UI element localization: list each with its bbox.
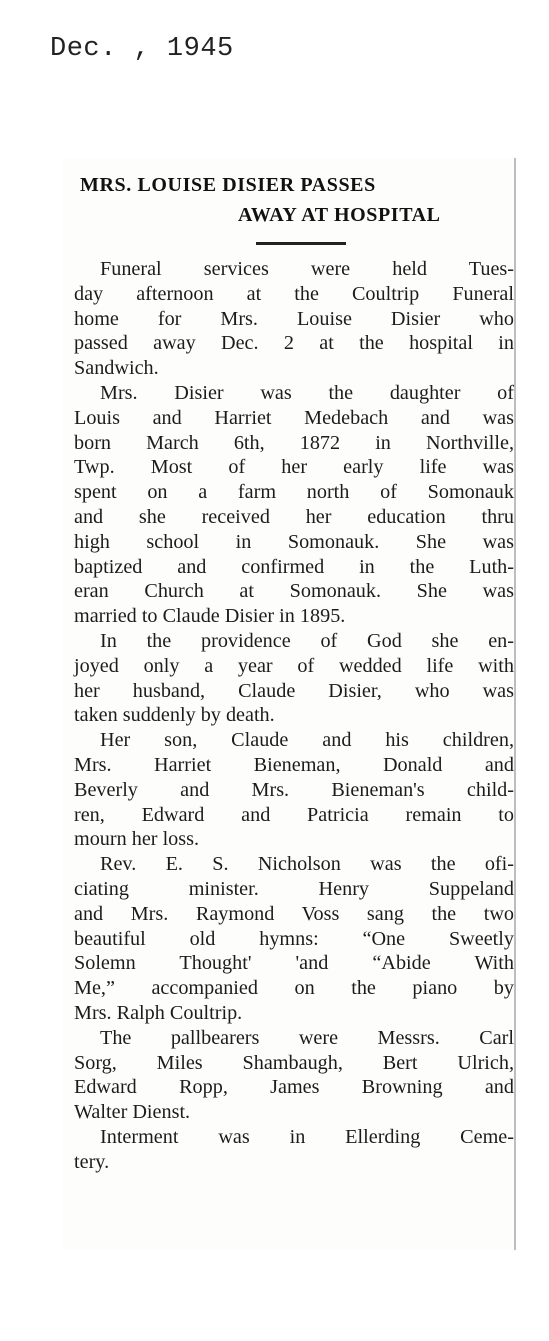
text-line: In the providence of God she en- — [100, 629, 514, 652]
text-line: mourn her loss. — [74, 828, 200, 851]
text-line: home for Mrs. Louise Disier who — [74, 307, 514, 330]
text-line: Sorg, Miles Shambaugh, Bert Ulrich, — [74, 1051, 514, 1074]
text-line: Beverly and Mrs. Bieneman's child- — [74, 778, 514, 801]
text-line: Solemn Thought' 'and “Abide With — [74, 952, 514, 975]
article-paragraph — [74, 852, 514, 1026]
text-line: tery. — [74, 1150, 110, 1173]
headline-rule — [256, 242, 346, 245]
headline-line-1: MRS. LOUISE DISIER PASSES — [80, 174, 376, 196]
text-line: Funeral services were held Tues- — [100, 258, 514, 280]
text-line: and she received her education thru — [74, 505, 514, 528]
text-line: Edward Ropp, James Browning and — [74, 1076, 514, 1099]
text-line: spent on a farm north of Somonauk — [74, 481, 514, 504]
text-line: ciating minister. Henry Suppeland — [74, 877, 514, 900]
text-line: married to Claude Disier in 1895. — [74, 605, 346, 628]
text-line: Walter Dienst. — [74, 1101, 191, 1124]
text-line: Her son, Claude and his children, — [100, 729, 514, 752]
text-line: taken suddenly by death. — [74, 704, 275, 727]
text-line: Mrs. Harriet Bieneman, Donald and — [74, 753, 514, 776]
text-line: joyed only a year of wedded life with — [74, 654, 514, 677]
text-line: Sandwich. — [74, 357, 159, 380]
text-line: The pallbearers were Messrs. Carl — [100, 1026, 514, 1049]
text-line: and Mrs. Raymond Voss sang the two — [74, 902, 514, 925]
article-paragraph — [74, 728, 514, 852]
article-paragraph — [74, 1125, 514, 1175]
newspaper-clipping — [62, 158, 516, 1250]
article-paragraph — [74, 257, 514, 381]
text-line: Twp. Most of her early life was — [74, 456, 514, 479]
text-line: passed away Dec. 2 at the hospital in — [74, 332, 514, 355]
text-line: Mrs. Disier was the daughter of — [100, 381, 514, 404]
text-line: Interment was in Ellerding Ceme- — [100, 1125, 514, 1148]
text-line: eran Church at Somonauk. She was — [74, 580, 514, 603]
clipping-date-note: Dec. , 1945 — [50, 34, 234, 64]
text-line: Mrs. Ralph Coultrip. — [74, 1001, 243, 1024]
text-line: high school in Somonauk. She was — [74, 530, 514, 553]
text-line: Louis and Harriet Medebach and was — [74, 406, 514, 429]
text-line: Me,” accompanied on the piano by — [74, 977, 514, 1000]
text-line: ren, Edward and Patricia remain to — [74, 803, 514, 826]
text-line: day afternoon at the Coultrip Funeral — [74, 282, 514, 305]
article-body — [74, 257, 514, 1174]
headline-line-2: AWAY AT HOSPITAL — [238, 204, 441, 226]
text-line: Rev. E. S. Nicholson was the ofi- — [100, 853, 514, 876]
text-line: her husband, Claude Disier, who was — [74, 679, 514, 702]
article-paragraph — [74, 1026, 514, 1125]
article-paragraph — [74, 381, 514, 629]
text-line: beautiful old hymns: “One Sweetly — [74, 927, 514, 950]
text-line: born March 6th, 1872 in Northville, — [74, 431, 514, 454]
article-paragraph — [74, 629, 514, 728]
text-line: baptized and confirmed in the Luth- — [74, 555, 514, 578]
